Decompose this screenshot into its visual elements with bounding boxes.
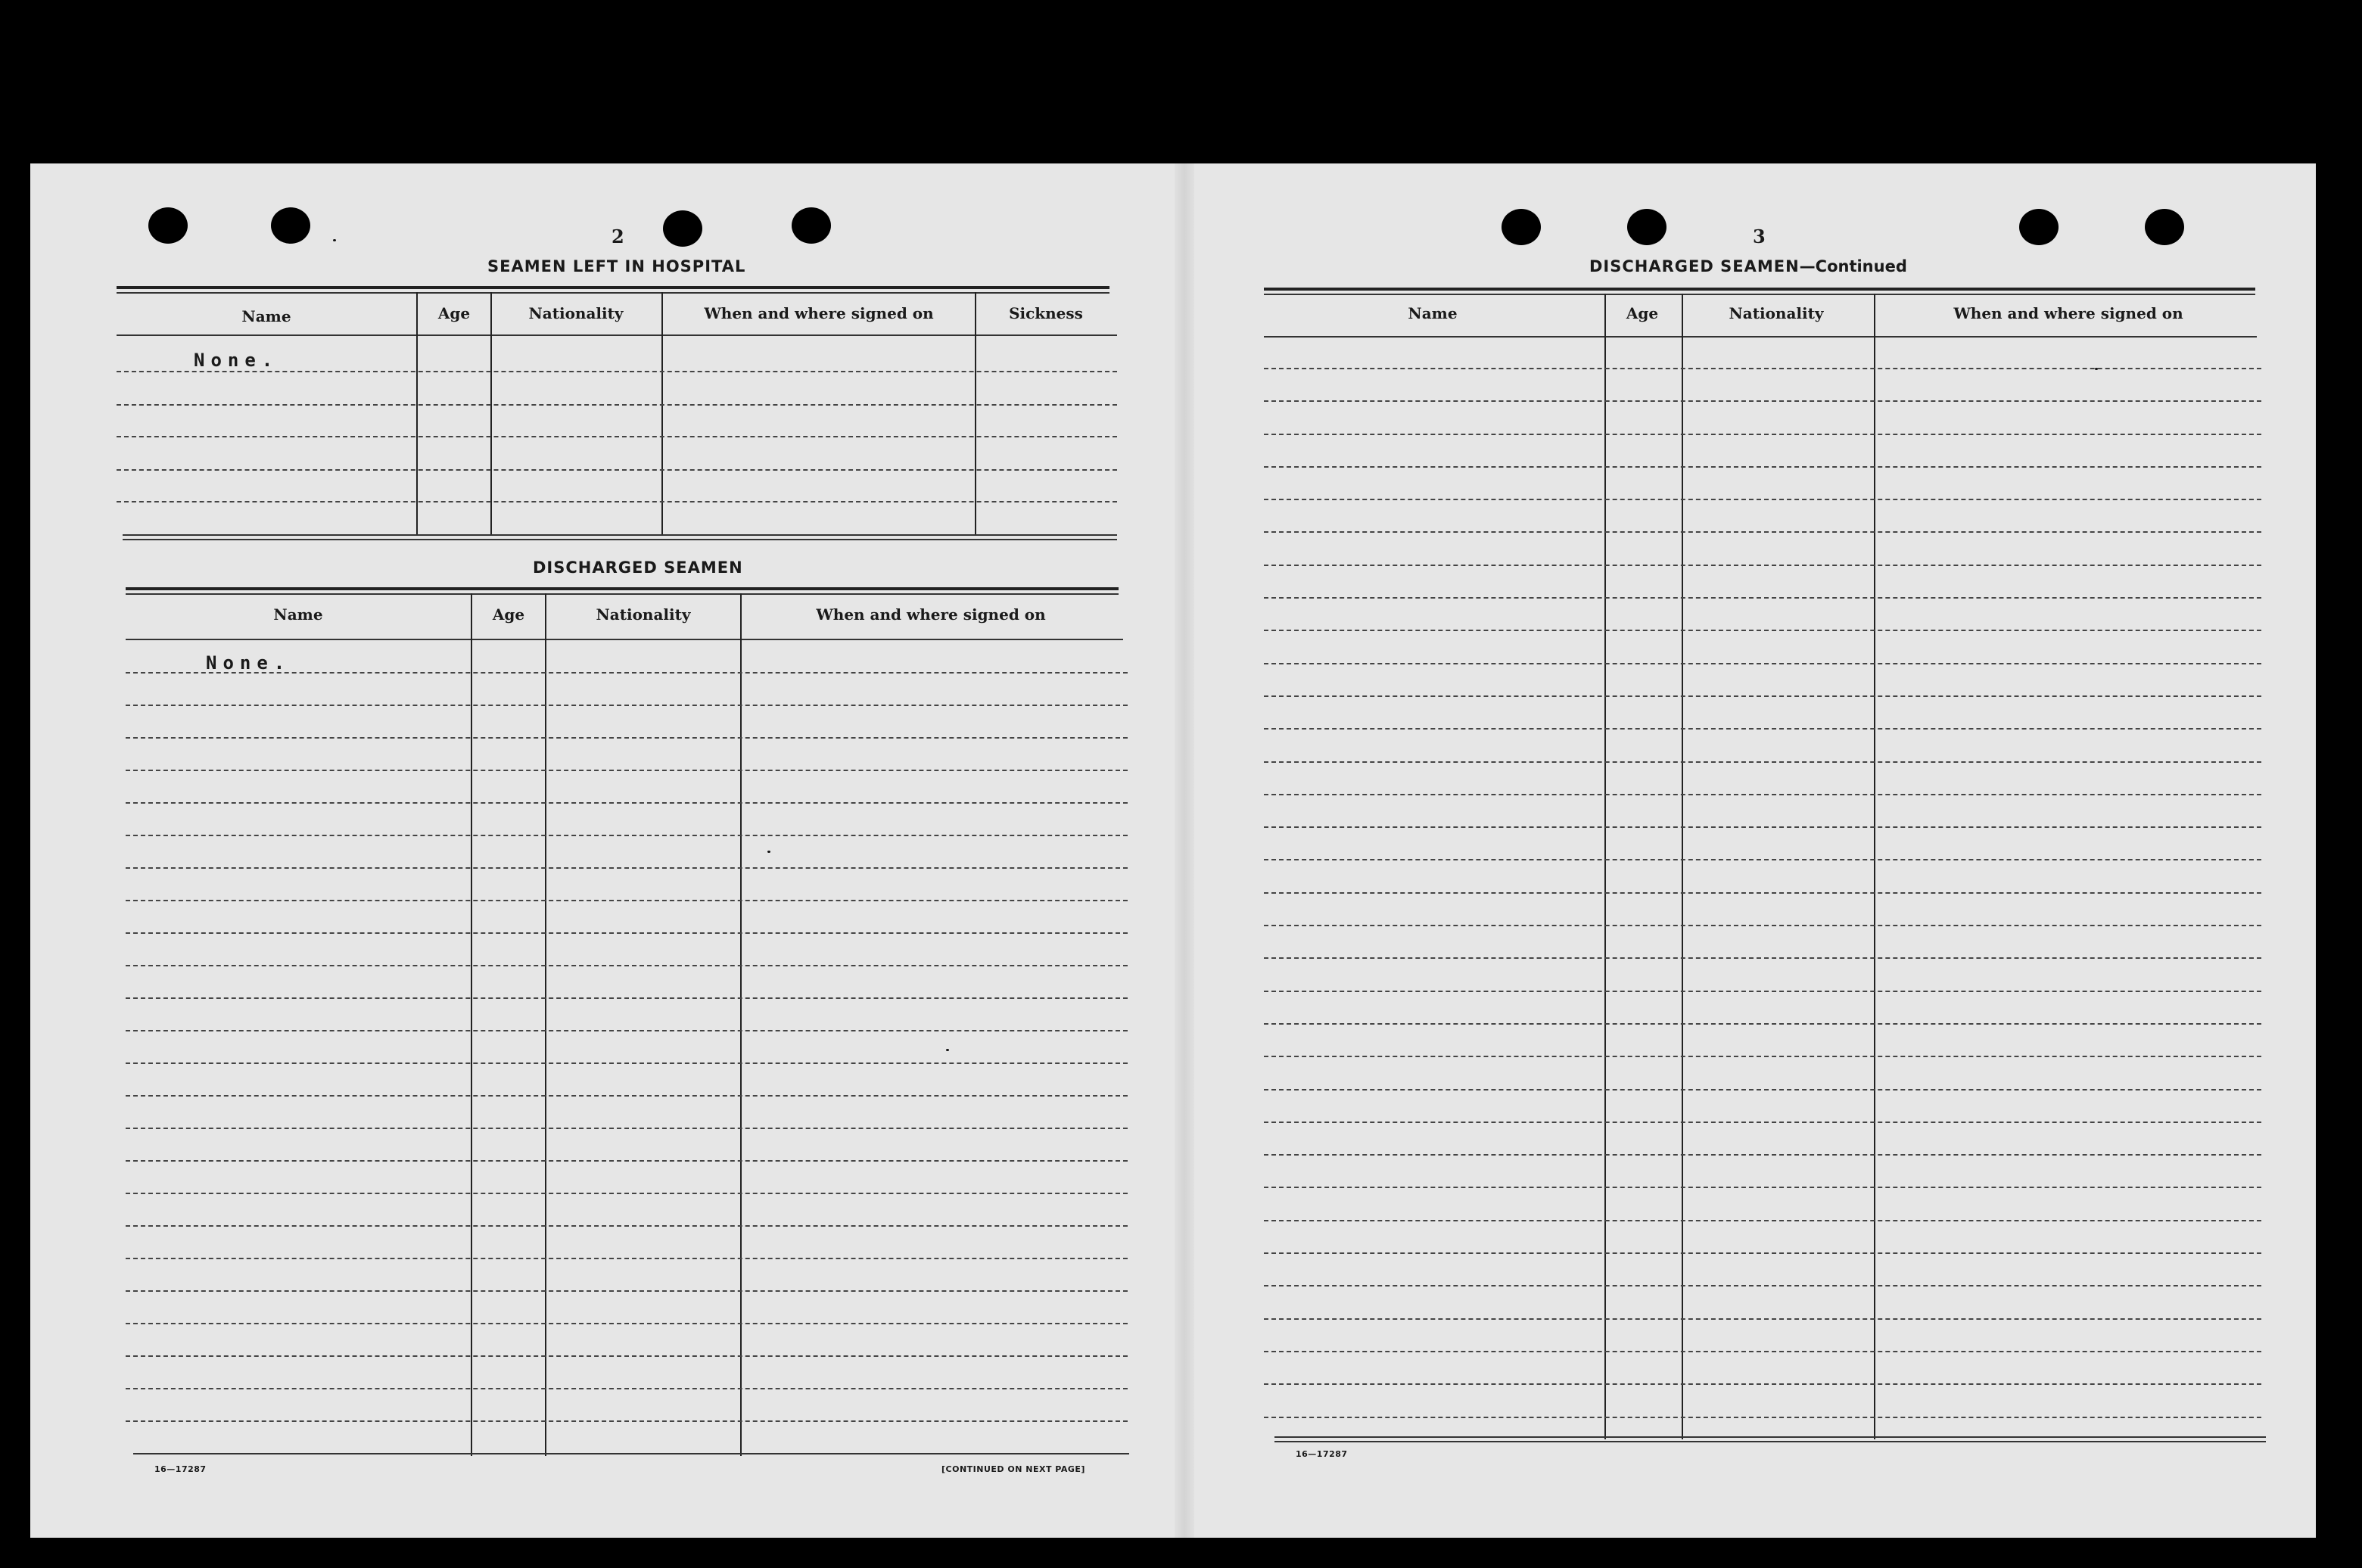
- hospital-col-name: Name: [241, 307, 291, 325]
- ruled-row-line: [1264, 531, 2261, 533]
- discharged-title-right-main: DISCHARGED SEAMEN: [1589, 257, 1800, 275]
- discharged-left-bottom-rule: [133, 1453, 1129, 1454]
- hospital-row-line: [117, 404, 1117, 406]
- discharged-left-col-signed-on: When and where signed on: [816, 605, 1046, 624]
- scan-speck: [946, 1049, 949, 1051]
- punch-hole: [2145, 209, 2184, 245]
- hospital-bottom-rule-2: [123, 539, 1117, 540]
- ruled-row-line: [126, 1323, 1128, 1324]
- ruled-row-line: [1264, 1252, 2261, 1254]
- ruled-row-line: [126, 867, 1128, 869]
- ruled-row-line: [1264, 925, 2261, 926]
- discharged-right-bottom-rule: [1274, 1436, 2266, 1438]
- hospital-vline: [490, 292, 492, 536]
- ruled-row-line: [1264, 826, 2261, 828]
- punch-hole: [148, 207, 188, 244]
- discharged-right-col-age: Age: [1626, 304, 1659, 322]
- discharged-left-entry-name: None.: [206, 652, 291, 674]
- hospital-section-title: SEAMEN LEFT IN HOSPITAL: [487, 257, 746, 275]
- ruled-row-line: [126, 1388, 1128, 1389]
- ruled-row-line: [1264, 1154, 2261, 1156]
- ruled-row-line: [1264, 1383, 2261, 1385]
- discharged-title-right-suffix: —Continued: [1799, 257, 1907, 275]
- ruled-row-line: [126, 900, 1128, 901]
- discharged-right-header-rule: [1264, 336, 2257, 338]
- footer-continued-note: [CONTINUED ON NEXT PAGE]: [941, 1464, 1085, 1474]
- discharged-right-col-nationality: Nationality: [1729, 304, 1824, 322]
- ruled-row-line: [1264, 499, 2261, 500]
- ruled-row-line: [1264, 991, 2261, 992]
- ruled-row-line: [1264, 761, 2261, 763]
- ruled-row-line: [1264, 728, 2261, 730]
- discharged-right-col-signed-on: When and where signed on: [1953, 304, 2183, 322]
- ruled-row-line: [126, 1193, 1128, 1194]
- ruled-row-line: [1264, 1187, 2261, 1188]
- hospital-entry-name: None.: [194, 350, 279, 371]
- punch-hole: [1627, 209, 1666, 245]
- ruled-row-line: [126, 802, 1128, 804]
- ruled-row-line: [1264, 1023, 2261, 1025]
- hospital-row-line: [117, 371, 1117, 372]
- ruled-row-line: [1264, 1220, 2261, 1221]
- ruled-row-line: [1264, 892, 2261, 894]
- ruled-row-line: [126, 1160, 1128, 1162]
- hospital-col-nationality: Nationality: [528, 304, 624, 322]
- ruled-row-line: [1264, 565, 2261, 566]
- ruled-row-line: [126, 1258, 1128, 1259]
- ruled-row-line: [1264, 1318, 2261, 1320]
- discharged-left-col-age: Age: [492, 605, 525, 624]
- ruled-row-line: [1264, 794, 2261, 795]
- page-divider: [1175, 163, 1194, 1538]
- discharged-left-vline: [740, 593, 742, 1456]
- ruled-row-line: [126, 965, 1128, 966]
- ruled-row-line: [1264, 1122, 2261, 1123]
- ruled-row-line: [1264, 957, 2261, 959]
- ruled-row-line: [1264, 434, 2261, 435]
- ruled-row-line: [126, 1030, 1128, 1031]
- ruled-row-line: [1264, 695, 2261, 697]
- ruled-row-line: [126, 932, 1128, 934]
- ruled-row-line: [126, 997, 1128, 999]
- punch-hole: [792, 207, 831, 244]
- footer-code-right: 16—17287: [1296, 1449, 1348, 1459]
- ruled-row-line: [126, 1095, 1128, 1097]
- ruled-row-line: [126, 1225, 1128, 1227]
- ruled-row-line: [126, 1062, 1128, 1064]
- discharged-left-col-nationality: Nationality: [596, 605, 691, 624]
- hospital-col-age: Age: [437, 304, 471, 322]
- discharged-left-col-name: Name: [273, 605, 323, 624]
- hospital-top-rule-2: [117, 292, 1109, 294]
- page-number-left: 2: [612, 226, 624, 247]
- ruled-row-line: [1264, 1351, 2261, 1352]
- ruled-row-line: [126, 705, 1128, 706]
- ruled-row-line: [126, 1128, 1128, 1129]
- discharged-left-vline: [471, 593, 472, 1456]
- ruled-row-line: [126, 770, 1128, 771]
- ruled-row-line: [1264, 663, 2261, 664]
- footer-code-left: 16—17287: [154, 1464, 207, 1474]
- ruled-row-line: [126, 737, 1128, 739]
- punch-hole: [271, 207, 310, 244]
- scan-speck: [767, 851, 770, 853]
- discharged-top-rule-right: [1264, 288, 2255, 291]
- ruled-row-line: [1264, 859, 2261, 860]
- scan-speck: [333, 239, 336, 241]
- discharged-top-rule-left-2: [126, 593, 1119, 595]
- punch-hole: [663, 210, 702, 247]
- ruled-row-line: [126, 1290, 1128, 1292]
- ruled-row-line: [1264, 1285, 2261, 1286]
- ruled-row-line: [1264, 400, 2261, 402]
- page-number-right: 3: [1753, 226, 1766, 247]
- hospital-row-line: [117, 436, 1117, 437]
- hospital-bottom-rule: [123, 534, 1117, 536]
- hospital-col-signed-on: When and where signed on: [704, 304, 934, 322]
- discharged-top-rule-right-2: [1264, 294, 2255, 295]
- punch-hole: [1502, 209, 1541, 245]
- document-sheet: [30, 163, 2316, 1538]
- hospital-vline: [975, 292, 976, 536]
- discharged-section-title-right: [1589, 257, 1907, 275]
- ruled-row-line: [1264, 1417, 2261, 1418]
- hospital-row-line: [117, 501, 1117, 502]
- ruled-row-line: [1264, 1089, 2261, 1090]
- hospital-col-sickness: Sickness: [1009, 304, 1083, 322]
- hospital-row-line: [117, 469, 1117, 471]
- ruled-row-line: [1264, 466, 2261, 468]
- discharged-left-header-rule: [126, 639, 1123, 640]
- ruled-row-line: [126, 1355, 1128, 1357]
- punch-hole: [2019, 209, 2059, 245]
- discharged-top-rule-left: [126, 587, 1119, 590]
- hospital-vline: [416, 292, 418, 536]
- ruled-row-line: [126, 672, 1128, 674]
- discharged-right-col-name: Name: [1408, 304, 1458, 322]
- ruled-row-line: [1264, 597, 2261, 599]
- ruled-row-line: [126, 1420, 1128, 1422]
- hospital-header-rule: [117, 334, 1117, 336]
- scan-speck: [2095, 368, 2098, 370]
- ruled-row-line: [1264, 1056, 2261, 1057]
- ruled-row-line: [1264, 368, 2261, 369]
- ruled-row-line: [126, 835, 1128, 836]
- hospital-vline: [661, 292, 663, 536]
- ruled-row-line: [1264, 630, 2261, 631]
- discharged-left-vline: [545, 593, 546, 1456]
- discharged-section-title-left: DISCHARGED SEAMEN: [533, 558, 743, 577]
- discharged-right-bottom-rule-2: [1274, 1441, 2266, 1442]
- hospital-top-rule: [117, 286, 1109, 289]
